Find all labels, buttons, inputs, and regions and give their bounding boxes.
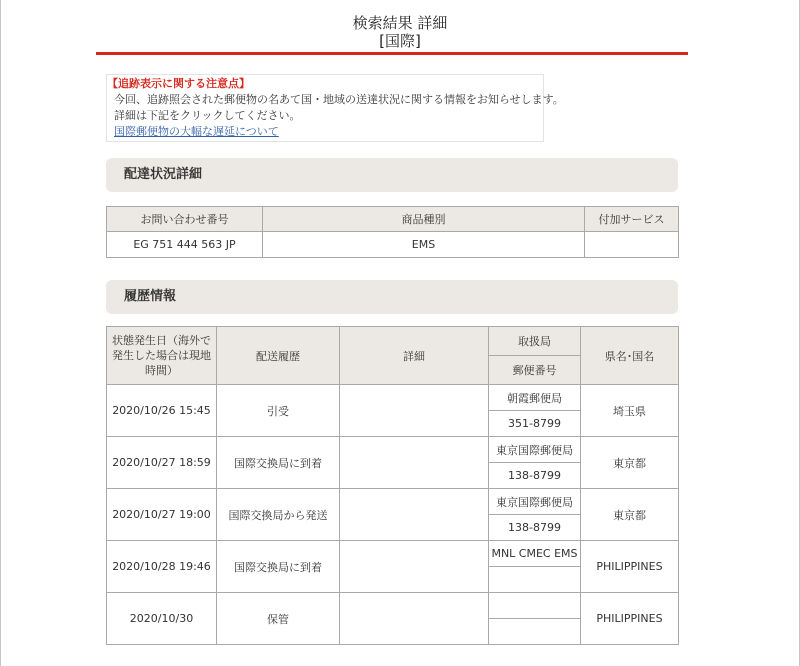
table-row: [107, 489, 679, 541]
header-tracking-number: お問い合わせ番号: [107, 207, 263, 232]
office-cell: [489, 489, 581, 541]
header-status: 配送履歴: [217, 327, 340, 385]
event-date: 2020/10/30: [107, 593, 217, 645]
header-product-type: 商品種別: [263, 207, 585, 232]
tracking-notice: [106, 74, 564, 142]
event-status: 国際交換局に到着: [217, 437, 340, 489]
event-detail: [340, 489, 489, 541]
event-detail: [340, 541, 489, 593]
event-region: 埼玉県: [581, 385, 679, 437]
event-status: 国際交換局に到着: [217, 541, 340, 593]
page-border-left: [0, 0, 1, 666]
title-divider: [96, 52, 688, 55]
event-region: PHILIPPINES: [581, 541, 679, 593]
event-office: 東京国際郵便局: [496, 443, 573, 457]
delivery-header-row: [107, 207, 679, 232]
event-postal-code: 138-8799: [489, 462, 580, 488]
event-region: 東京都: [581, 437, 679, 489]
event-detail: [340, 437, 489, 489]
event-date: 2020/10/27 19:00: [107, 489, 217, 541]
office-cell: [489, 385, 581, 437]
delay-info-link[interactable]: 国際郵便物の大幅な遅延について: [114, 125, 279, 138]
event-status: 国際交換局から発送: [217, 489, 340, 541]
event-office: MNL CMEC EMS: [491, 547, 578, 560]
page-title-main: 検索結果 詳細: [352, 14, 448, 32]
event-office: [489, 593, 580, 618]
event-postal-code: 351-8799: [489, 410, 580, 436]
table-row: [107, 541, 679, 593]
event-region: 東京都: [581, 489, 679, 541]
page-title: [0, 14, 800, 50]
event-postal-code: [489, 618, 580, 644]
table-row: [107, 385, 679, 437]
table-row: [107, 593, 679, 645]
event-date: 2020/10/28 19:46: [107, 541, 217, 593]
event-date: 2020/10/26 15:45: [107, 385, 217, 437]
notice-text: 今回、追跡照会された郵便物の名あて国・地域の送達状況に関する情報をお知らせします。: [114, 93, 564, 106]
history-header: 履歴情報: [106, 280, 678, 314]
tracking-number: EG 751 444 563 JP: [107, 232, 263, 258]
office-cell: [489, 541, 581, 593]
notice-title: 【追跡表示に関する注意点】: [107, 77, 250, 90]
notice-instruction: 詳細は下記をクリックしてください。: [114, 109, 301, 122]
header-detail: 詳細: [340, 327, 489, 385]
event-office: 朝霞郵便局: [507, 391, 562, 405]
office-cell: [489, 437, 581, 489]
header-postal-code: 郵便番号: [489, 356, 581, 385]
history-table: [106, 326, 679, 645]
office-cell: [489, 593, 581, 645]
header-date: 状態発生日（海外で発生した場合は現地時間）: [107, 327, 217, 385]
event-detail: [340, 593, 489, 645]
additional-service: [585, 232, 679, 258]
product-type: EMS: [263, 232, 585, 258]
table-row: [107, 437, 679, 489]
event-status: 保管: [217, 593, 340, 645]
header-region: 県名･国名: [581, 327, 679, 385]
event-postal-code: [489, 566, 580, 592]
event-detail: [340, 385, 489, 437]
history-header-row: [107, 327, 679, 356]
event-postal-code: 138-8799: [489, 514, 580, 540]
event-office: 東京国際郵便局: [496, 495, 573, 509]
page-title-sub: [国際]: [379, 32, 421, 50]
delivery-row: [107, 232, 679, 258]
event-region: PHILIPPINES: [581, 593, 679, 645]
header-additional-service: 付加サービス: [585, 207, 679, 232]
event-date: 2020/10/27 18:59: [107, 437, 217, 489]
delivery-status-header: 配達状況詳細: [106, 158, 678, 192]
delivery-status-table: [106, 206, 679, 258]
header-office: 取扱局: [489, 327, 581, 356]
event-status: 引受: [217, 385, 340, 437]
